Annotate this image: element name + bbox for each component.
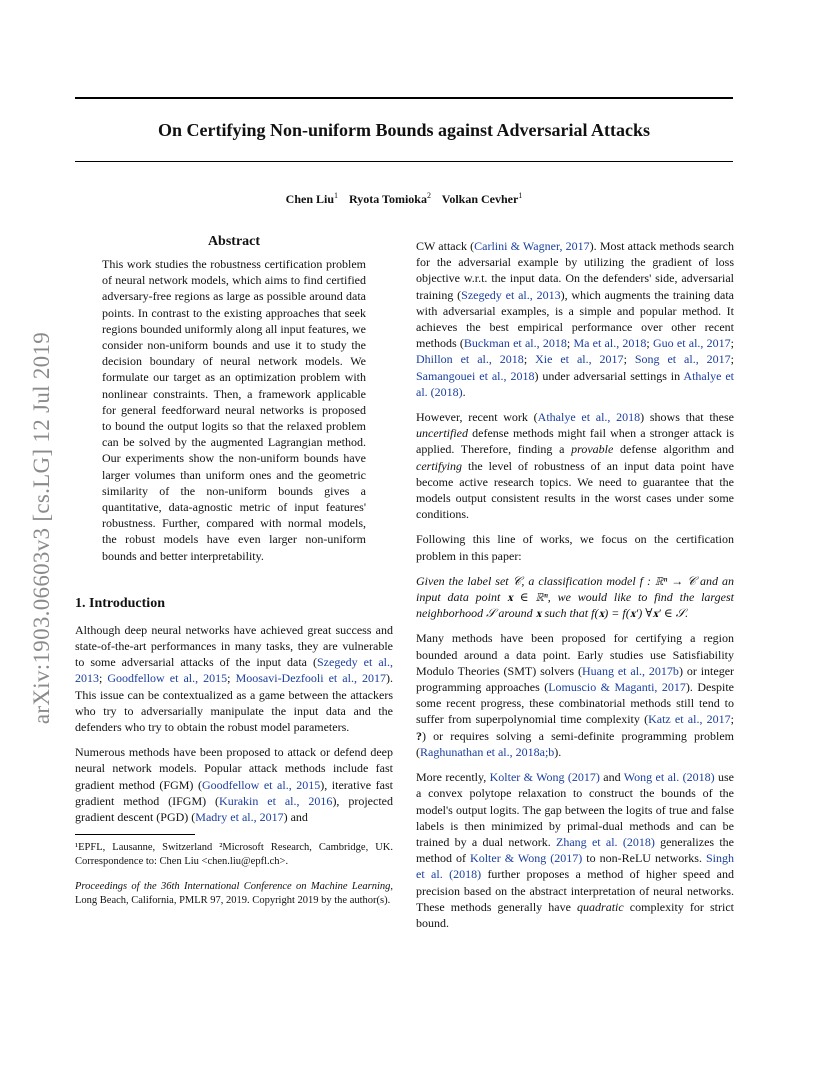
body-paragraph: CW attack (Carlini & Wagner, 2017). Most attack methods search for the adversarial example by utilizing the gradient of loss objective w.r.t. the input data. On the defenders' side, adversarial training (Szegedy et al., 2013), which augments the training data with adversarial examples, is a simple and popular method. It achieves the best empirical performance over other recent methods (Buckman et al., 2018; Ma et al., 2018; Guo et al., 2017; Dhillon et al., 2018; Xie et al., 2017; Song et al., 2017; Samangouei et al., 2018) under adversarial settings in Athalye et al. (2018).	[416, 239, 735, 399]
citation-link[interactable]: Kurakin et al., 2016	[219, 793, 333, 808]
citation-link[interactable]: Carlini & Wagner, 2017	[474, 239, 590, 253]
intro-paragraph: Numerous methods have been proposed to attack or defend deep neural network models. Popular attack methods include fast gradient method (FGM) (Goodfellow et al., 2015), iterative fast gradient method (IFGM) (Kurakin et al., 2016), projected gradient descent (PGD) (Madry et al., 2017) and	[75, 745, 393, 825]
citation-link[interactable]: Moosavi-Dezfooli et al., 2017	[235, 671, 386, 686]
citation-link[interactable]: Dhillon et al., 2018	[416, 352, 524, 367]
author-name: Volkan Cevher	[441, 192, 519, 206]
author-name: Chen Liu	[285, 192, 335, 206]
citation-link[interactable]: Singh et al. (2018)	[416, 851, 734, 882]
body-paragraph: Many methods have been proposed for certifying a region bounded around a data point. Early studies use Satisfiability Modulo Theories (SMT) solvers (Huang et al., 2017b) or integer programming approaches (Lomuscio & Maganti, 2017). Despite some recent progress, these combinatorial methods still tend to suffer from superpolynomial time complexity (Katz et al., 2017; ?) or requires solving a semi-definite programming problem (Raghunathan et al., 2018a;b).	[416, 631, 735, 759]
arxiv-stamp: arXiv:1903.06603v3 [cs.LG] 12 Jul 2019	[29, 331, 54, 725]
left-column	[75, 234, 393, 907]
author-affiliation: 1	[518, 191, 523, 200]
citation-link[interactable]: Szegedy et al., 2013	[461, 287, 561, 302]
author-affiliation: 1	[334, 191, 339, 200]
citation-link[interactable]: Samangouei et al., 2018	[416, 368, 535, 383]
citation-link[interactable]: Goodfellow et al., 2015	[107, 671, 228, 686]
citation-link[interactable]: Zhang et al. (2018)	[556, 834, 655, 849]
body-paragraph: Following this line of works, we focus on the certification problem in this paper:	[416, 532, 734, 563]
right-column	[416, 238, 734, 940]
title-rule-top	[75, 97, 733, 99]
citation-link[interactable]: Ma et al., 2018	[573, 336, 647, 351]
intro-paragraph: Although deep neural networks have achieved great success and state-of-the-art performances in many tasks, they are vulnerable to some adversarial attacks of the input data (Szegedy et al., 2013; Goodfellow et al., 2015; Moosavi-Dezfooli et al., 2017). This issue can be contextualized as a game between the attackers who try to adversarially manipulate the input data and the defenders who try to obtain the robust model parameters.	[75, 622, 393, 735]
citation-link[interactable]: Madry et al., 2017	[195, 810, 284, 825]
problem-definition: Given the label set 𝒞, a classification model f : ℝⁿ → 𝒞 and an input data point 𝐱 ∈ ℝⁿ, we would like to find the largest neighborhood 𝒮 around 𝐱 such that f(𝐱) = f(𝐱′) ∀𝐱′ ∈ 𝒮.	[416, 573, 734, 621]
citation-link[interactable]: Song et al., 2017	[634, 352, 731, 367]
citation-link[interactable]: Xie et al., 2017	[535, 352, 624, 367]
section-heading-introduction: 1. Introduction	[75, 595, 165, 611]
citation-link[interactable]: Goodfellow et al., 2015	[201, 777, 321, 792]
body-paragraph: However, recent work (Athalye et al., 2018) shows that these uncertified defense methods might fail when a stronger attack is applied. Therefore, finding a provable defense algorithm and certifying the level of robustness of an input data point have become active research topics. We need to guarantee that the models output consistent results in the worst cases under some conditions.	[416, 410, 734, 522]
proceedings-note: Proceedings of the 36th International Conference on Machine Learning, Long Beach, California, PMLR 97, 2019. Copyright 2019 by the author(s).	[75, 881, 393, 906]
footnote-rule	[75, 834, 195, 835]
author-affiliation: 2	[426, 191, 431, 200]
citation-link[interactable]: Szegedy et al., 2013	[75, 655, 393, 686]
abstract-text: This work studies the robustness certification problem of neural network models, which aims to find certified adversary-free regions as large as possible around data points. In contrast to the existing approaches that seek regions bounded uniformly along all input features, we consider non-uniform bounds and use it to study the decision boundary of neural network models. We formulate our target as an optimization problem with nonlinear constraints. Then, a framework applicable for general feedforward neural networks is proposed to bound the output logits so that the relaxed problem can be solved by the augmented Lagrangian method. Our experiments show the non-uniform bounds have larger volumes than uniform ones and the geometric similarity of the non-uniform bounds gives a quantitative, data-agnostic metric of input features' robustness. Further, compared with normal models, the robust models have even larger non-uniform bounds and better interpretability.	[102, 257, 366, 563]
abstract-heading: Abstract	[207, 234, 261, 249]
citation-link[interactable]: Kolter & Wong (2017)	[470, 851, 583, 866]
citation-link[interactable]: Buckman et al., 2018	[463, 336, 567, 351]
affiliation-footnote: ¹EPFL, Lausanne, Switzerland ²Microsoft Research, Cambridge, UK. Correspondence to: Chen Liu <chen.liu@epfl.ch>.	[75, 842, 393, 867]
citation-link[interactable]: Kolter & Wong (2017)	[489, 770, 600, 785]
citation-link[interactable]: Athalye et al., 2018	[537, 410, 641, 425]
paper-title: On Certifying Non-uniform Bounds against Adversarial Attacks	[157, 120, 651, 140]
author-list	[75, 191, 733, 207]
body-paragraph: More recently, Kolter & Wong (2017) and Wong et al. (2018) use a convex polytope relaxation to construct the bounds of the model's output logits. The gap between the logits of true and false labels is then minimized by primal-dual methods and can be trained by a dual network. Zhang et al. (2018) generalizes the method of Kolter & Wong (2017) to non-ReLU networks. Singh et al. (2018) further proposes a method of higher speed and precision based on the abstract interpretation of neural networks. These methods generally have quadratic complexity for strict bound.	[416, 770, 735, 930]
citation-link[interactable]: Raghunathan et al., 2018a;b	[420, 744, 555, 759]
citation-link[interactable]: Guo et al., 2017	[652, 336, 731, 351]
citation-link[interactable]: Lomuscio & Maganti, 2017	[548, 680, 686, 695]
title-rule-bottom	[75, 161, 733, 162]
citation-link[interactable]: Katz et al., 2017	[648, 712, 731, 727]
citation-link[interactable]: Wong et al. (2018)	[623, 770, 715, 785]
citation-link[interactable]: Athalye et al. (2018)	[416, 368, 735, 399]
author-name: Ryota Tomioka	[349, 192, 427, 206]
citation-link[interactable]: Huang et al., 2017b	[581, 663, 679, 678]
